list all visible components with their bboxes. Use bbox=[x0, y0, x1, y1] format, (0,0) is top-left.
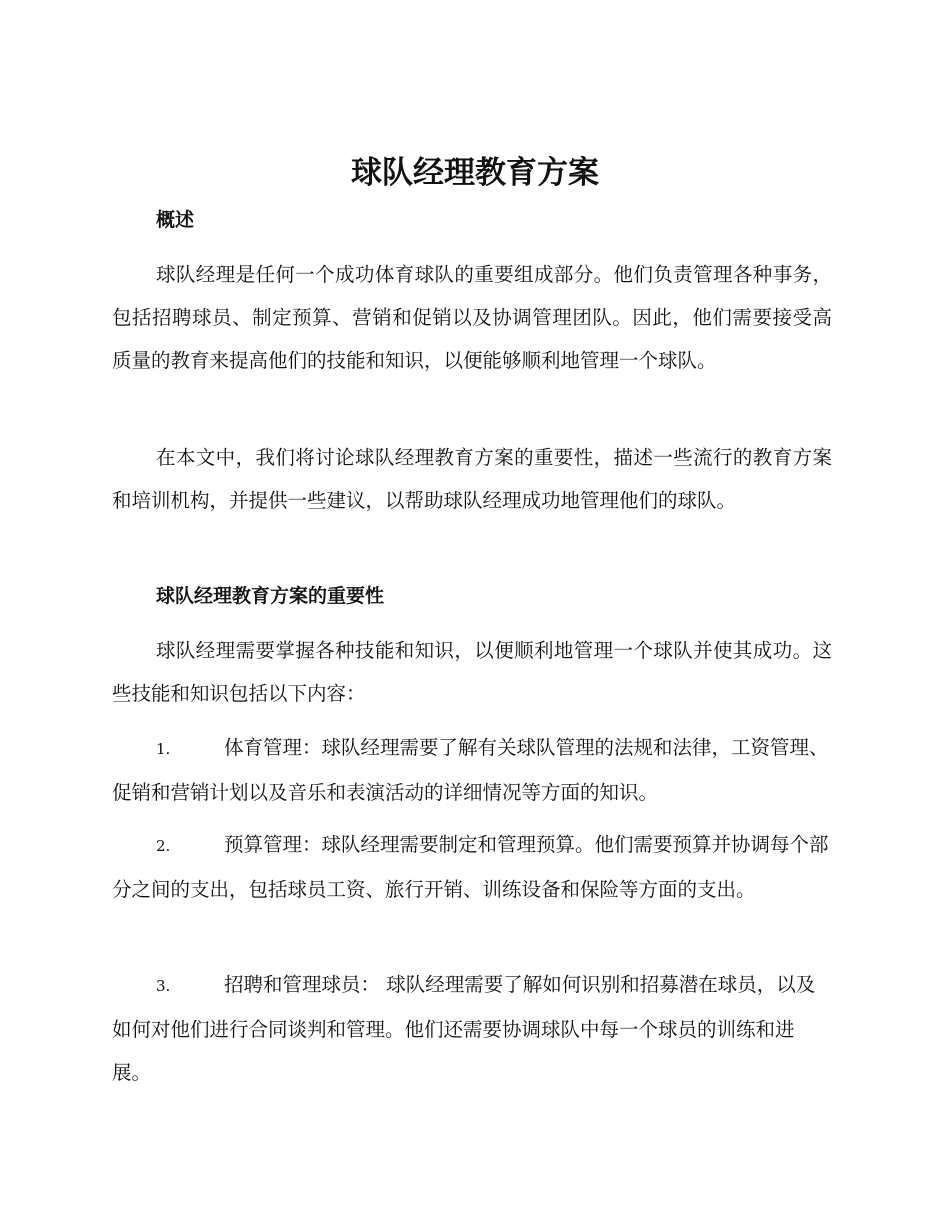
list-item-number: 2. bbox=[156, 837, 171, 855]
list-item-text: 体育管理：球队经理需要了解有关球队管理的法规和法律，工资管理、促销和营销计划以及音乐和表演活动的详细情况等方面的知识。 bbox=[112, 736, 829, 804]
list-item-number: 3. bbox=[156, 977, 171, 995]
paragraph-skills-intro: 球队经理需要掌握各种技能和知识，以便顺利地管理一个球队并使其成功。这些技能和知识包括以下内容： bbox=[112, 639, 832, 705]
list-item-budget-management bbox=[112, 823, 832, 911]
section-heading-importance: 球队经理教育方案的重要性 bbox=[156, 585, 385, 607]
list-item-text: 招聘和管理球员： 球队经理需要了解如何识别和招募潜在球员，以及如何对他们进行合同谈判和管理。他们还需要协调球队中每一个球员的训练和进展。 bbox=[112, 973, 816, 1084]
paragraph-article-scope: 在本文中，我们将讨论球队经理教育方案的重要性，描述一些流行的教育方案和培训机构，并提供一些建议，以帮助球队经理成功地管理他们的球队。 bbox=[112, 446, 832, 512]
document-title: 球队经理教育方案 bbox=[351, 155, 599, 191]
section-heading-overview: 概述 bbox=[156, 209, 195, 231]
list-item-player-recruitment bbox=[112, 963, 832, 1094]
list-item-text: 预算管理：球队经理需要制定和管理预算。他们需要预算并协调每个部分之间的支出，包括球员工资、旅行开销、训练设备和保险等方面的支出。 bbox=[112, 833, 829, 901]
list-item-number: 1. bbox=[156, 740, 171, 758]
list-item-sports-management bbox=[112, 726, 832, 814]
paragraph-intro: 球队经理是任何一个成功体育球队的重要组成部分。他们负责管理各种事务，包括招聘球员、制定预算、营销和促销以及协调管理团队。因此，他们需要接受高质量的教育来提高他们的技能和知识，以便能够顺利地管理一个球队。 bbox=[112, 263, 832, 372]
